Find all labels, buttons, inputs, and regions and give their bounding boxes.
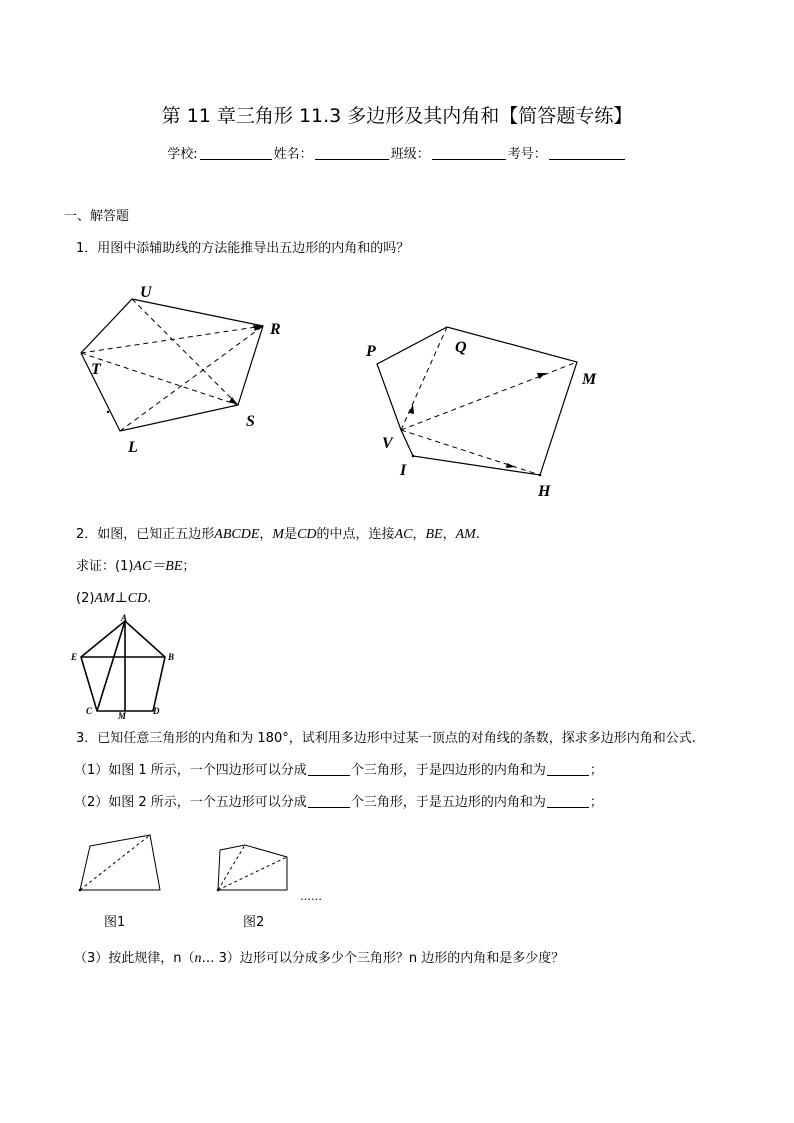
point-dot <box>539 474 542 477</box>
q2-midpoint-text: 的中点，连接 <box>316 527 395 542</box>
q3-figure-2-caption: 图2 <box>243 915 265 930</box>
q3-p1-text-a: （1）如图 1 所示，一个四边形可以分成 <box>74 763 307 778</box>
q2-label-b: B <box>168 652 175 662</box>
q3-p2-blank-2[interactable] <box>547 794 589 808</box>
q1-label-v: V <box>382 435 393 452</box>
arrow-head-icon <box>409 404 414 414</box>
question-3-part-3 <box>74 950 564 968</box>
q3-p1-blank-2[interactable] <box>547 762 589 776</box>
q2-sep: ， <box>442 527 456 542</box>
question-2-line-3 <box>76 590 151 608</box>
q2-be: BE <box>425 527 443 542</box>
q1-right-diagonal <box>401 327 447 430</box>
q3-p3-n: n <box>194 951 202 966</box>
q2-m: M <box>272 527 285 542</box>
q1-label-s: S <box>246 413 255 430</box>
q2-pentagon-name: ABCDE <box>214 527 260 542</box>
q1-right-diagonal <box>401 430 540 475</box>
q1-label-p: P <box>366 343 376 360</box>
q3-figure-1-caption: 图1 <box>104 915 126 930</box>
question-3-part-2 <box>74 794 603 812</box>
q1-label-t: T <box>91 361 101 378</box>
q2-comma: ， <box>259 527 273 542</box>
question-3-intro: 3．已知任意三角形的内角和为 180°，试利用多边形中过某一顶点的对角线的条数，探求多边形内角和公式. <box>76 731 696 746</box>
q2-dot: . <box>147 591 152 606</box>
q2-label-a: A <box>121 613 128 623</box>
q1-left-diagonal <box>132 299 238 405</box>
point-dot <box>79 889 82 892</box>
q3-ellipsis: …… <box>300 890 322 903</box>
arrow-head-icon <box>537 373 546 379</box>
q1-label-r: R <box>270 321 281 338</box>
question-2-line-1 <box>76 526 480 544</box>
q1-label-i: I <box>400 462 407 479</box>
q2-ac: AC <box>394 527 413 542</box>
q3-p2-blank-1[interactable] <box>308 794 350 808</box>
q3-p2-text-c: ； <box>589 795 603 810</box>
q3-p3-text-b: ）边形可以分成多少个三角形？n 边形的内角和是多少度？ <box>226 951 565 966</box>
q3-p2-text-a: （2）如图 2 所示，一个五边形可以分成 <box>74 795 307 810</box>
q3-p1-text-b: 个三角形，于是四边形的内角和为 <box>350 763 546 778</box>
q2-equation-1: AC＝BE <box>133 559 183 574</box>
q2-label-m: M <box>118 711 127 721</box>
q3-p2-text-b: 个三角形，于是五边形的内角和为 <box>350 795 546 810</box>
school-label: 学校: <box>167 147 198 162</box>
page-title: 第 11 章三角形 11.3 多边形及其内角和【简答题专练】 <box>161 105 633 127</box>
exam-no-label: 考号： <box>507 147 547 162</box>
q2-pentagon <box>81 621 165 711</box>
class-label: 班级： <box>390 147 430 162</box>
q2-equation-2: AM⊥CD <box>94 591 148 606</box>
q1-label-q: Q <box>455 339 467 356</box>
q2-cd: CD <box>297 527 317 542</box>
point-dot <box>217 889 220 892</box>
point-dot <box>412 455 415 458</box>
q2-am: AM <box>455 527 476 542</box>
q3-p1-text-c: ； <box>589 763 603 778</box>
q2-semicolon: ； <box>182 559 196 574</box>
arrow-head-icon <box>229 397 238 405</box>
q2-segment-ac <box>97 621 125 711</box>
q2-label-d: D <box>153 706 160 716</box>
question-3-part-1 <box>74 762 603 780</box>
q1-label-l: L <box>128 439 138 456</box>
q1-left-diagonal <box>81 353 238 405</box>
q1-label-u: U <box>140 284 152 301</box>
q2-is: 是 <box>284 527 298 542</box>
q3-p1-blank-1[interactable] <box>308 762 350 776</box>
q2-prefix: 2．如图，已知正五边形 <box>76 527 215 542</box>
q2-label-e: E <box>71 652 78 662</box>
section-heading: 一、解答题 <box>64 209 130 224</box>
q3-fig2-pentagon <box>218 845 287 890</box>
q3-fig1-diagonal <box>80 835 150 890</box>
q1-label-m: M <box>582 371 597 388</box>
question-1-text: 1．用图中添辅助线的方法能推导出五边形的内角和的吗？ <box>76 241 410 256</box>
q3-fig2-diagonal <box>218 845 245 890</box>
question-2-line-2 <box>76 558 195 576</box>
q2-part2-prefix: (2) <box>76 591 95 606</box>
q3-fig1-quadrilateral <box>80 835 160 890</box>
q2-sep: ， <box>412 527 426 542</box>
q3-p3-text-a: （3）按此规律，n（ <box>74 951 195 966</box>
q3-p3-condition: … 3 <box>201 951 227 966</box>
point-dot <box>107 411 109 413</box>
q2-prove-label: 求证：(1) <box>76 559 134 574</box>
name-label: 姓名： <box>273 147 313 162</box>
q2-end: . <box>475 527 480 542</box>
q2-label-c: C <box>86 706 93 716</box>
q1-right-diagonal <box>401 362 577 430</box>
q1-label-h: H <box>538 483 551 500</box>
